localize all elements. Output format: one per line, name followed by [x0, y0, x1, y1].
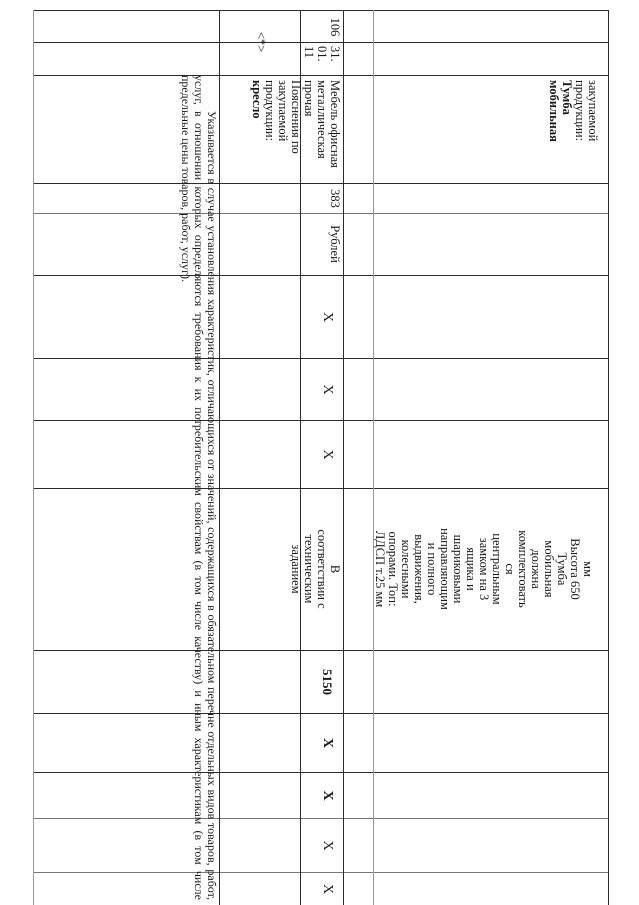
code-line: 01. [315, 46, 329, 62]
spec-line: ЛДСП т.25 мм [373, 530, 387, 608]
prev-name-bold-line: Тумба [560, 80, 574, 115]
name-line: прочая [302, 80, 316, 117]
spec-line: центральным [490, 533, 504, 605]
name-line: Мебель офисная [328, 80, 342, 168]
footnote-marker: <*> [254, 31, 268, 53]
table-line [34, 488, 609, 489]
name-line: металлическая [315, 80, 329, 159]
table-line [33, 10, 34, 905]
unit-cell: Рублей [328, 225, 342, 263]
x-mark-cell: X [320, 384, 335, 395]
requirement-line: заданием [289, 544, 303, 594]
spec-line: ся [503, 563, 517, 575]
name-line: закупаемой [276, 80, 290, 142]
table-line [373, 10, 374, 905]
spec-line: шариковыми [451, 534, 465, 604]
table-line [34, 183, 609, 184]
spec-line: направляющим [438, 528, 452, 610]
spec-line: выдвижения, [412, 534, 426, 604]
spec-line: Тумба [555, 552, 569, 586]
prev-name-bold-line: мобильная [547, 80, 561, 142]
prev-row-spec-cell [373, 490, 594, 648]
requirement-line: В [328, 564, 342, 574]
prev-row-name-cell [547, 80, 599, 180]
table-line [34, 213, 609, 214]
prev-name-line: закупаемой [586, 80, 600, 142]
okei-code-cell: 383 [328, 189, 342, 208]
spec-line: и полного [425, 542, 439, 596]
table-line [219, 10, 220, 905]
table-line [34, 75, 609, 76]
footnote-text: Указывается в случае установления характеристик, отличающихся от значений, содержащихся в обязательном перечне отдельных видов товаров, работ, услуг, в отношении которых определяются требования к их потребительским свойствам (в том числе качеству) и иным характеристикам (в том числе предельные цены товаров, работ, услуг). [179, 75, 219, 900]
x-mark-cell: X [320, 311, 335, 323]
table-line [34, 10, 609, 11]
x-mark-cell: X [320, 790, 335, 801]
requirement-line: соответствии с [315, 529, 329, 609]
requirement-line: техническим [302, 534, 316, 604]
spec-line: мобильная [542, 540, 556, 598]
requirement-cell [289, 490, 341, 648]
code-line: 31. [328, 46, 342, 62]
table-line [608, 10, 609, 905]
okpd-code-cell [302, 46, 341, 74]
row-number-cell: 106 [328, 17, 342, 37]
code-line: 11 [302, 46, 316, 59]
spec-line: замком на 3 [477, 537, 491, 601]
x-mark-cell: X [320, 840, 335, 851]
spec-line: комплектовать [516, 530, 530, 608]
spec-line: мм [581, 561, 595, 577]
name-line: продукции: [263, 80, 277, 142]
spec-line: Высота 650 [568, 538, 582, 600]
table-line [343, 10, 344, 905]
table-line [34, 42, 609, 43]
name-bold-line: кресло [250, 80, 264, 119]
price-cell: 5150 [320, 669, 335, 695]
product-name-cell [250, 80, 341, 182]
spec-line: опорами. Топ: [386, 531, 400, 607]
spec-line: ящика и [464, 547, 478, 591]
x-mark-cell: X [320, 883, 335, 895]
x-mark-cell: X [320, 737, 335, 749]
x-mark-cell: X [320, 449, 335, 460]
spec-line: колесными [399, 539, 413, 599]
prev-name-line: продукции: [573, 80, 587, 142]
spec-line: должна [529, 549, 543, 589]
name-line: Пояснения по [289, 80, 303, 154]
